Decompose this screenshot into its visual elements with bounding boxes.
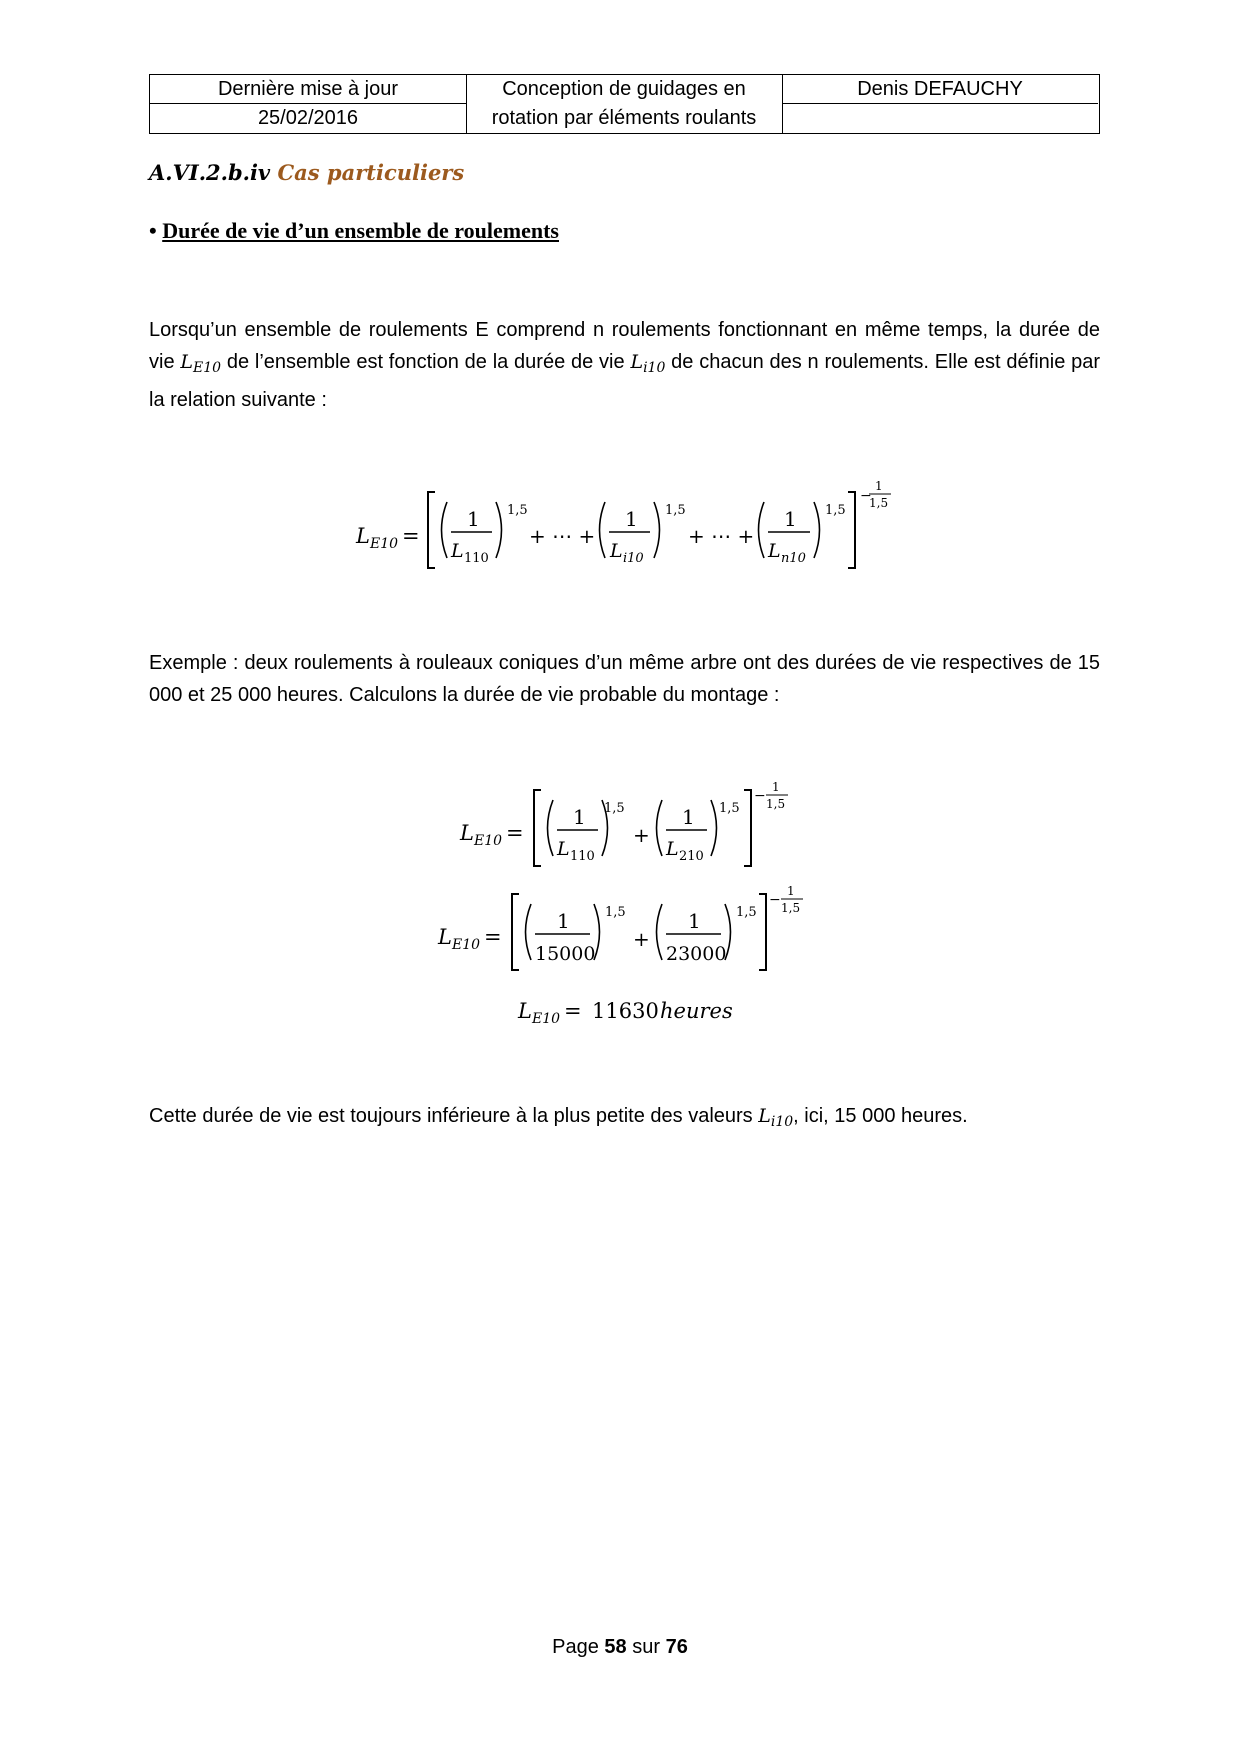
fraction-sub: n10 bbox=[781, 551, 806, 566]
footer-page-number: 58 bbox=[604, 1636, 627, 1658]
paren-left bbox=[442, 502, 448, 558]
fraction-numerator: 1 bbox=[688, 909, 701, 933]
paren-right bbox=[814, 502, 820, 558]
intro-text-1: Lorsqu’un ensemble de roulements E comprend n roulements fonctionnant en même temps, la durée de vie bbox=[149, 319, 1100, 373]
paren-left bbox=[657, 800, 663, 856]
exponent-minus: − bbox=[860, 488, 872, 504]
footer-page-label: Page bbox=[552, 1636, 599, 1658]
exponent: 1,5 bbox=[736, 905, 757, 920]
example-formula bbox=[440, 782, 820, 882]
paren-right bbox=[496, 502, 502, 558]
result-unit: heures bbox=[660, 999, 733, 1023]
fraction-numerator: 1 bbox=[682, 805, 695, 829]
intro-text-3: de chacun des n roulements. Elle est définie par la relation suivante : bbox=[149, 351, 1101, 411]
bullet-heading bbox=[149, 218, 559, 244]
eq-sub: E10 bbox=[474, 833, 503, 849]
symbol-Li10 bbox=[758, 1105, 794, 1130]
eq-equals: = bbox=[484, 925, 502, 949]
paren-left bbox=[600, 502, 606, 558]
symbol-letter: L bbox=[630, 351, 644, 373]
example-text: Exemple : deux roulements à rouleaux coniques d’un même arbre ont des durées de vie respectives de 15 000 et 25 000 heures. Calculons la durée de vie probable du montage : bbox=[149, 652, 1100, 706]
conclusion-text-2: , ici, 15 000 heures. bbox=[793, 1105, 968, 1127]
fraction-L: L bbox=[557, 838, 570, 860]
exponent-denominator: 1,5 bbox=[781, 901, 801, 915]
fraction-L: L bbox=[666, 838, 679, 860]
bracket-right bbox=[759, 894, 766, 970]
header-title-line1: Conception de guidages en bbox=[502, 78, 746, 100]
result-value: 11630 bbox=[592, 999, 659, 1023]
fraction-L: L bbox=[768, 540, 781, 562]
fraction-numerator: 1 bbox=[467, 507, 480, 531]
plus: + bbox=[633, 927, 650, 951]
exponent-numerator: 1 bbox=[787, 886, 795, 898]
fraction-sub: 110 bbox=[570, 849, 595, 864]
exponent: 1,5 bbox=[605, 905, 626, 920]
exponent: 1,5 bbox=[719, 801, 740, 816]
eq-sub: E10 bbox=[532, 1011, 561, 1027]
eq-L: L bbox=[438, 925, 452, 949]
symbol-subscript: E10 bbox=[193, 360, 222, 376]
symbol-letter: L bbox=[180, 351, 194, 373]
header-updated-date: 25/02/2016 bbox=[257, 107, 359, 129]
header-table bbox=[149, 74, 1100, 134]
intro-text-2: de l’ensemble est fonction de la durée de vie bbox=[226, 351, 625, 373]
exponent: 1,5 bbox=[825, 503, 846, 518]
plus: + bbox=[633, 823, 650, 847]
eq-equals: = bbox=[402, 524, 420, 548]
bullet-icon: • bbox=[149, 218, 157, 243]
paren-right bbox=[711, 800, 717, 856]
exponent: 1,5 bbox=[507, 503, 528, 518]
section-heading bbox=[149, 160, 464, 185]
exponent: 1,5 bbox=[665, 503, 686, 518]
fraction-sub: 210 bbox=[679, 849, 704, 864]
conclusion-paragraph bbox=[149, 1100, 1100, 1138]
eq-equals: = bbox=[564, 999, 582, 1023]
exponent-minus: − bbox=[754, 788, 766, 804]
numeric-formula bbox=[418, 886, 838, 986]
page-footer bbox=[0, 1636, 1240, 1659]
paren-right bbox=[654, 502, 660, 558]
footer-of-label: sur bbox=[632, 1636, 661, 1658]
fraction-L: L bbox=[610, 540, 623, 562]
eq-sub: E10 bbox=[370, 536, 399, 552]
symbol-letter: L bbox=[758, 1105, 771, 1127]
conclusion-text-1: Cette durée de vie est toujours inférieure à la plus petite des valeurs bbox=[149, 1105, 753, 1127]
exponent-numerator: 1 bbox=[772, 782, 780, 794]
intro-paragraph bbox=[149, 314, 1100, 416]
fraction-L: L bbox=[451, 540, 464, 562]
eq-L: L bbox=[460, 821, 474, 845]
paren-left bbox=[657, 904, 663, 960]
section-number: A.VI.2.b.iv bbox=[149, 160, 271, 185]
fraction-value-2: 23000 bbox=[666, 943, 727, 965]
ellipsis-plus: + ⋯ + bbox=[688, 524, 755, 548]
header-divider bbox=[782, 103, 1098, 104]
exponent: 1,5 bbox=[604, 801, 625, 816]
symbol-subscript: i10 bbox=[643, 360, 666, 376]
bracket-right bbox=[848, 492, 855, 568]
fraction-value-1: 15000 bbox=[535, 943, 596, 965]
exponent-denominator: 1,5 bbox=[766, 797, 786, 811]
fraction-numerator: 1 bbox=[784, 507, 797, 531]
paren-left bbox=[759, 502, 765, 558]
eq-L: L bbox=[356, 524, 370, 548]
general-formula bbox=[340, 480, 920, 580]
bracket-left bbox=[512, 894, 519, 970]
header-updated-label: Dernière mise à jour bbox=[217, 78, 399, 100]
example-paragraph bbox=[149, 647, 1100, 711]
header-author: Denis DEFAUCHY bbox=[857, 78, 1023, 100]
eq-sub: E10 bbox=[452, 937, 481, 953]
section-title: Cas particuliers bbox=[277, 160, 465, 185]
result-formula bbox=[510, 990, 750, 1030]
header-title-line2: rotation par éléments roulants bbox=[491, 107, 757, 129]
symbol-LE10 bbox=[180, 351, 222, 376]
fraction-numerator: 1 bbox=[625, 507, 638, 531]
bracket-left bbox=[534, 790, 541, 866]
bullet-title: Durée de vie d’un ensemble de roulements bbox=[162, 218, 559, 243]
bracket-left bbox=[428, 492, 435, 568]
exponent-minus: − bbox=[769, 892, 781, 908]
fraction-numerator: 1 bbox=[573, 805, 586, 829]
bracket-right bbox=[744, 790, 751, 866]
paren-left bbox=[526, 904, 532, 960]
fraction-sub: i10 bbox=[623, 551, 644, 566]
symbol-subscript: i10 bbox=[770, 1114, 794, 1130]
paren-left bbox=[548, 800, 554, 856]
eq-L: L bbox=[518, 999, 532, 1023]
eq-equals: = bbox=[506, 821, 524, 845]
exponent-numerator: 1 bbox=[875, 480, 883, 493]
ellipsis-plus: + ⋯ + bbox=[529, 524, 596, 548]
exponent-denominator: 1,5 bbox=[869, 496, 889, 510]
footer-page-total: 76 bbox=[665, 1636, 688, 1658]
fraction-sub: 110 bbox=[464, 551, 489, 566]
fraction-numerator: 1 bbox=[557, 909, 570, 933]
symbol-Li10 bbox=[630, 351, 666, 376]
